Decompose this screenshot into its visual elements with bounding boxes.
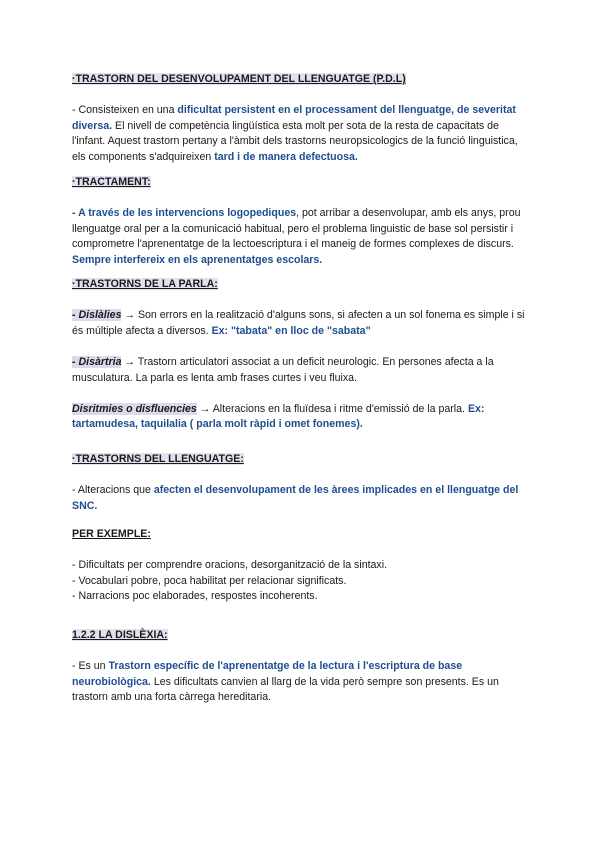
list-item: Disritmies o disfluencies → Alteracions en la fluïdesa i ritme d'emissió de la parla. Ex: tartamudesa, taquilalia ( parla molt ràpid i omet fonemes). xyxy=(72,402,485,431)
section-pdl xyxy=(72,72,534,166)
section-heading: 1.2.2 LA DISLÈXIA: xyxy=(72,629,168,641)
list-item: - Dislàlies → Son errors en la realització d'alguns sons, si afecten a un sol fonema es simple i si és múltiple afecta a diversos. Ex: "tabata" en lloc de "sabata" xyxy=(72,309,525,337)
paragraph: - Consisteixen en una dificultat persistent en el processament del llenguatge, de severitat diversa. El nivell de competència lingüística esta molt per sota de la resta de capacitats de l'infant. Aquest trastorn pertany a l'àmbit dels trastorns neuropsicologics de la funció linguistica, els components s'adquireixen tard i de manera defectuosa. xyxy=(72,104,518,163)
section-per-exemple xyxy=(72,527,534,605)
list-item: - Narracions poc elaborades, respostes incoherents. xyxy=(72,590,318,603)
section-heading: ·TRASTORNS DEL LLENGUATGE: xyxy=(72,453,244,465)
section-tractament xyxy=(72,175,534,269)
section-heading: PER EXEMPLE: xyxy=(72,528,151,540)
section-heading: ·TRACTAMENT: xyxy=(72,176,151,188)
list-item: - Disàrtria → Trastorn articulatori associat a un deficit neurologic. En persones afecta a la musculatura. La parla es lenta amb frases curtes i veu fluixa. xyxy=(72,355,494,384)
paragraph: - Alteracions que afecten el desenvolupament de les àrees implicades en el llenguatge del SNC. xyxy=(72,484,519,512)
section-trastorns-llenguatge xyxy=(72,452,534,514)
paragraph: - A través de les intervencions logopediques, pot arribar a desenvolupar, amb els anys, prou llenguatge oral per a la comunicació habitual, pero el problema linguistic de base sol persistir i comprometre l'aprenentatge de la lectoescriptura i el maneig de formes complexes de discurs. Sempre interfereix en els aprenentatges escolars. xyxy=(72,207,521,266)
section-trastorns-parla xyxy=(72,277,534,433)
section-dislexia xyxy=(72,628,534,706)
list-item: - Dificultats per comprendre oracions, desorganització de la sintaxi. xyxy=(72,559,388,572)
section-heading: ·TRASTORNS DE LA PARLA: xyxy=(72,278,218,290)
paragraph: - Es un Trastorn específic de l'aprenentatge de la lectura i l'escriptura de base neurobiològica. Les dificultats canvien al llarg de la vida però sempre son presents. Es un trastorn amb una forta càrrega hereditaria. xyxy=(72,660,499,704)
list-item: - Vocabulari pobre, poca habilitat per relacionar significats. xyxy=(72,574,347,587)
section-heading: ·TRASTORN DEL DESENVOLUPAMENT DEL LLENGUATGE (P.D.L) xyxy=(72,73,406,85)
